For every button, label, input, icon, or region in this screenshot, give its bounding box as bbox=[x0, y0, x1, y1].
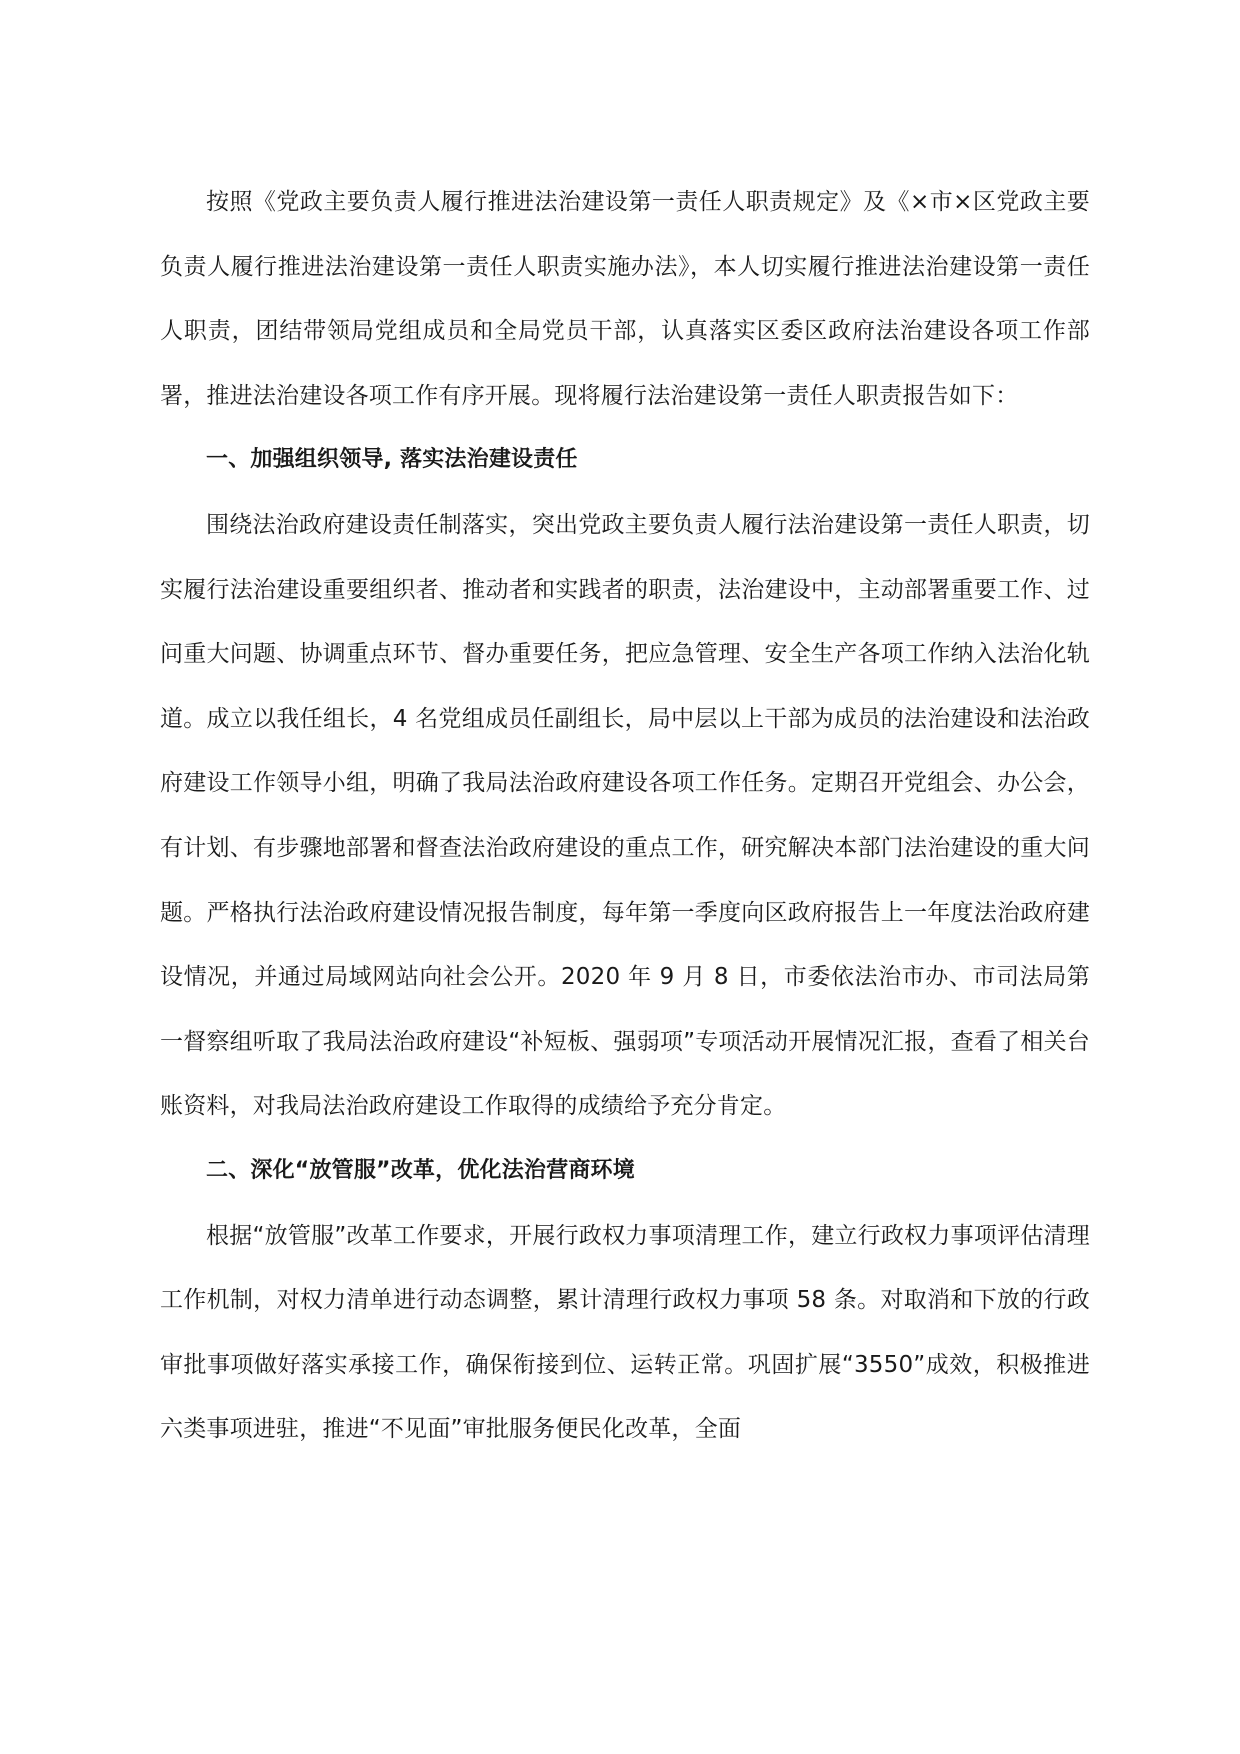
section-heading-1: 一、加强组织领导, 落实法治建设责任 bbox=[206, 447, 578, 473]
section-heading-2: 二、深化“放管服”改革，优化法治营商环境 bbox=[206, 1157, 635, 1183]
intro-paragraph: 按照《党政主要负责人履行推进法治建设第一责任人职责规定》及《×市×区党政主要负责人履行推进法治建设第一责任人职责实施办法》，本人切实履行推进法治建设第一责任人职责，团结带领局党组成员和全局党员干部，认真落实区委区政府法治建设各项工作部署，推进法治建设各项工作有序开展。现将履行法治建设第一责任人职责报告如下： bbox=[160, 189, 1090, 409]
document-body bbox=[160, 170, 1090, 1462]
section-2-paragraph: 根据“放管服”改革工作要求，开展行政权力事项清理工作，建立行政权力事项评估清理工作机制，对权力清单进行动态调整，累计清理行政权力事项 58 条。对取消和下放的行政审批事项做好落实承接工作，确保衔接到位、运转正常。巩固扩展“3550”成效，积极推进六类事项进驻，推进“不见面”审批服务便民化改革，全面 bbox=[160, 1222, 1090, 1443]
section-1-paragraph: 围绕法治政府建设责任制落实，突出党政主要负责人履行法治建设第一责任人职责，切实履行法治建设重要组织者、推动者和实践者的职责，法治建设中，主动部署重要工作、过问重大问题、协调重点环节、督办重要任务，把应急管理、安全生产各项工作纳入法治化轨道。成立以我任组长，4 名党组成员任副组长，局中层以上干部为成员的法治建设和法治政府建设工作领导小组，明确了我局法治政府建设各项工作任务。定期召开党组会、办公会，有计划、有步骤地部署和督查法治政府建设的重点工作，研究解决本部门法治建设的重大问题。严格执行法治政府建设情况报告制度，每年第一季度向区政府报告上一年度法治政府建设情况，并通过局域网站向社会公开。2020 年 9 月 8 日，市委依法治市办、市司法局第一督察组听取了我局法治政府建设“补短板、强弱项”专项活动开展情况汇报，查看了相关台账资料，对我局法治政府建设工作取得的成绩给予充分肯定。 bbox=[160, 511, 1090, 1120]
